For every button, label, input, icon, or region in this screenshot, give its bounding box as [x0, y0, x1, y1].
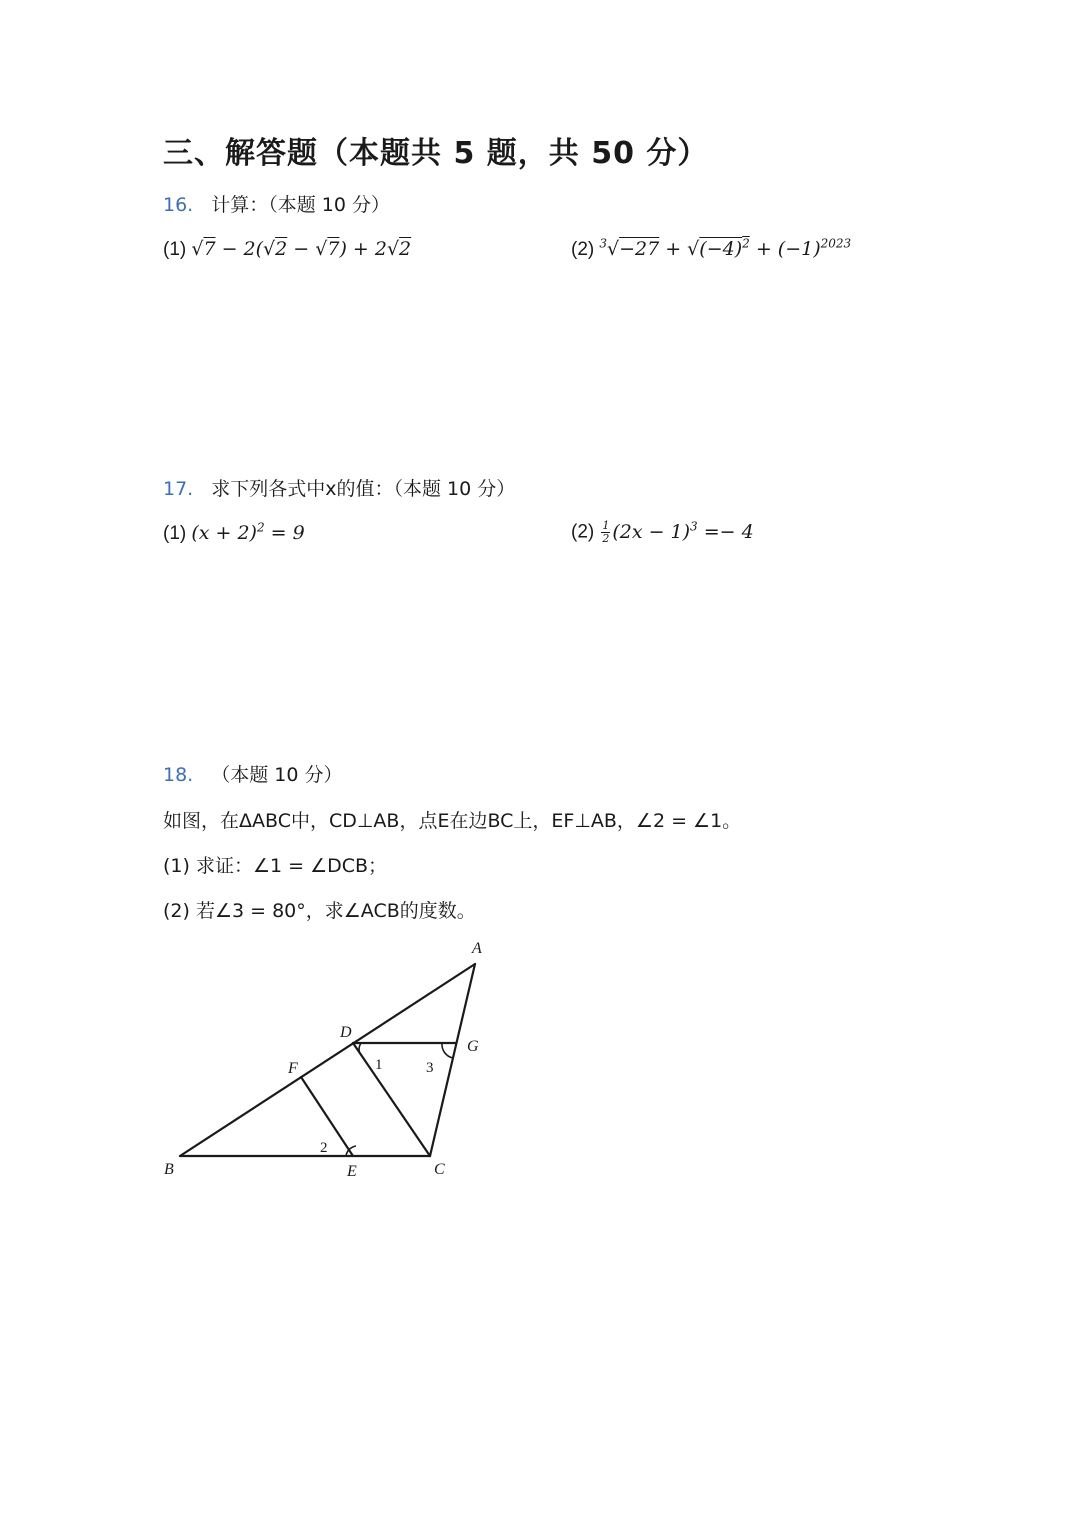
angle-label-2: 2: [320, 1140, 328, 1156]
vertex-label-b: B: [164, 1161, 174, 1178]
vertex-label-a: A: [472, 940, 482, 957]
vertex-label-f: F: [288, 1060, 298, 1077]
segment-dc: [353, 1043, 430, 1156]
question-title: （本题 10 分）: [211, 764, 343, 786]
vertex-label-c: C: [434, 1161, 445, 1178]
question-16-part-1: [163, 238, 411, 261]
section-title: 三、解答题（本题共 5 题，共 50 分）: [163, 136, 709, 171]
segment-ac: [430, 964, 475, 1156]
question-number: 17.: [163, 478, 194, 500]
triangle-figure: [150, 930, 510, 1190]
expression: $^3√-27 + √(-4)^2 + (-1)^{2023}$: [599, 236, 852, 260]
question-17-part-2: [571, 520, 754, 545]
question-16-header: [163, 190, 390, 217]
expression: $\frac{1}{2}$ $(2x - 1)^3 =- 4$: [602, 519, 754, 545]
question-number: 18.: [163, 764, 194, 786]
part-label: (1): [163, 239, 187, 260]
question-18-part-2: (2) 若∠3 = 80°，求∠ACB的度数。: [163, 900, 476, 922]
angle-label-1: 1: [375, 1057, 383, 1073]
question-title: 求下列各式中x的值：（本题 10 分）: [211, 478, 516, 500]
expression: $(x + 2)^2 = 9$: [191, 520, 305, 544]
fraction: $\frac{1}{2}$: [602, 519, 610, 545]
expression: √7 − 2(√2 − √7) + 2√2: [191, 238, 412, 260]
vertex-label-g: G: [467, 1038, 479, 1055]
question-18-part-1: (1) 求证：∠1 = ∠DCB；: [163, 855, 388, 877]
vertex-label-d: D: [340, 1024, 352, 1041]
question-number: 16.: [163, 194, 194, 216]
angle-1-arc: [359, 1043, 361, 1054]
part-label: (2): [571, 239, 595, 260]
angle-3-arc: [442, 1043, 453, 1058]
part-label: (2): [571, 521, 595, 543]
question-title: 计算：（本题 10 分）: [211, 194, 390, 216]
question-16-part-2: [571, 238, 851, 261]
question-17-header: [163, 474, 515, 501]
vertex-label-e: E: [347, 1163, 357, 1180]
part-label: (1): [163, 523, 187, 544]
question-18-stem: 如图，在ΔABC中，CD⊥AB，点E在边BC上，EF⊥AB，∠2 = ∠1。: [163, 810, 742, 832]
angle-label-3: 3: [426, 1060, 434, 1076]
question-18-header: [163, 760, 342, 787]
question-17-part-1: [163, 522, 305, 545]
